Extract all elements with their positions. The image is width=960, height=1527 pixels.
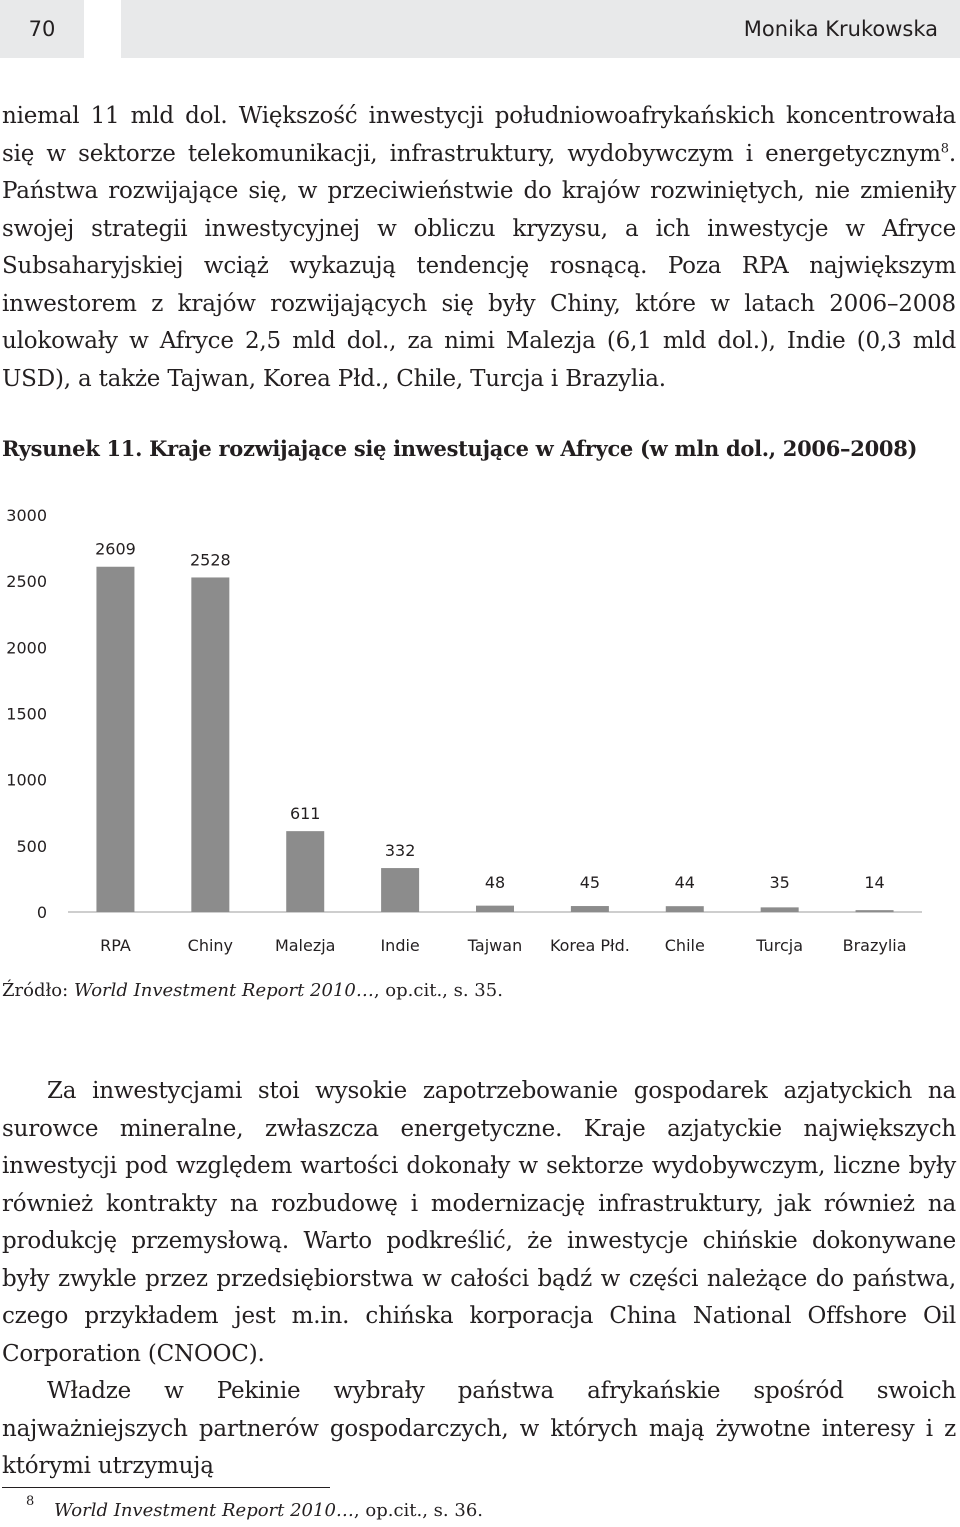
y-tick-label: 3000: [6, 506, 47, 525]
footnote-title: World Investment Report 2010…: [54, 1500, 354, 1521]
footnote-divider: [2, 1487, 330, 1488]
bars: [96, 567, 893, 912]
bar-value-label: 35: [769, 873, 790, 892]
bar-chart: [0, 495, 960, 965]
y-tick-label: 2000: [6, 638, 47, 658]
bar-chiny: [191, 577, 229, 912]
page-header: [0, 0, 960, 58]
x-category-label: Malezja: [274, 936, 336, 955]
bar-value-label: 2609: [95, 539, 136, 559]
category-labels: [100, 936, 906, 955]
paragraph-2: Za inwestycjami stoi wysokie zapotrzebowanie gospodarek azjatyckich na surowce mineralne, zwłaszcza energetyczne. Kraje azjatyckie największych inwestycji pod względem wartości dokonały w sektorze wydobywczym, liczne były również kontrakty na rozbudowę i modernizację infrastruktury, jak również na produkcję przemysłową. Warto podkreślić, że inwestycje chińskie dokonywane były zwykle przez przedsiębiorstwa w całości bądź w części należące do państwa, czego przykładem jest m.in. chińska korporacja China National Offshore Oil Corporation (CNOOC).: [2, 1078, 956, 1367]
y-tick-label: 500: [16, 836, 47, 856]
bar-malezja: [286, 831, 324, 912]
y-tick-label: 2500: [6, 572, 47, 592]
source-prefix: Źródło:: [2, 980, 74, 1001]
footnote: [26, 1494, 483, 1521]
figure-caption: Rysunek 11. Kraje rozwijające się inwestujące w Afryce (w mln dol., 2006–2008): [2, 436, 918, 461]
bar-value-label: 14: [864, 873, 885, 892]
page-number: 70: [0, 0, 84, 58]
paragraph-1: [2, 98, 956, 398]
bar-value-label: 48: [484, 873, 506, 892]
y-tick-label: 1500: [6, 704, 47, 724]
y-axis-labels: [6, 506, 47, 922]
y-tick-label: 0: [36, 903, 47, 922]
paragraph-1-part-b: . Państwa rozwijające się, w przeciwieństwie do krajów rozwiniętych, nie zmieniły swojej strategii inwestycyjnej w obliczu kryzysu, a ich inwestycje w Afryce Subsaharyjskiej wciąż wykazują tendencję rosnącą. Poza RPA największym inwestorem z krajów rozwijających się były Chiny, które w latach 2006–2008 ulokowały w Afryce 2,5 mld dol., za nimi Malezja (6,1 mld dol.), Indie (0,3 mld USD), a także Tajwan, Korea Płd., Chile, Turcja i Brazylia.: [2, 140, 956, 392]
bar-chile: [666, 906, 704, 912]
bar-turcja: [761, 907, 799, 912]
footnote-suffix: , op.cit., s. 36.: [353, 1500, 483, 1521]
x-category-label: Chiny: [187, 936, 234, 955]
paragraph-1-part-a: niemal 11 mld dol. Większość inwestycji południowoafrykańskich koncentrowała się w sektorze telekomunikacji, infrastruktury, wydobywczym i energetycznym: [2, 103, 956, 167]
footnote-reference: 8: [940, 140, 949, 156]
bar-tajwan: [476, 906, 514, 912]
x-category-label: Korea Płd.: [549, 936, 630, 955]
source-title: World Investment Report 2010…: [73, 980, 374, 1001]
source-suffix: , op.cit., s. 35.: [373, 980, 503, 1001]
figure-source: [2, 980, 503, 1001]
bar-korea-p-d: [571, 906, 609, 912]
x-category-label: Turcja: [756, 936, 804, 955]
x-category-label: RPA: [100, 936, 131, 955]
x-category-label: Tajwan: [467, 936, 523, 955]
bar-value-label: 45: [579, 873, 601, 892]
x-category-label: Brazylia: [842, 936, 907, 955]
x-category-label: Chile: [664, 936, 705, 955]
bar-value-label: 332: [384, 841, 416, 861]
running-head-author: Monika Krukowska: [121, 0, 960, 58]
x-category-label: Indie: [380, 936, 420, 955]
bar-brazylia: [856, 910, 894, 912]
footnote-mark: 8: [26, 1494, 35, 1509]
paragraph-3: Władze w Pekinie wybrały państwa afrykańskie spośród swoich najważniejszych partnerów gospodarczych, w których mają żywotne interesy i z którymi utrzymują: [2, 1378, 956, 1479]
y-tick-label: 1000: [6, 770, 47, 790]
bar-value-label: 44: [674, 873, 695, 892]
bar-indie: [381, 868, 419, 912]
bar-value-label: 2528: [189, 550, 231, 570]
bar-value-label: 611: [289, 804, 321, 824]
bar-rpa: [96, 567, 134, 912]
